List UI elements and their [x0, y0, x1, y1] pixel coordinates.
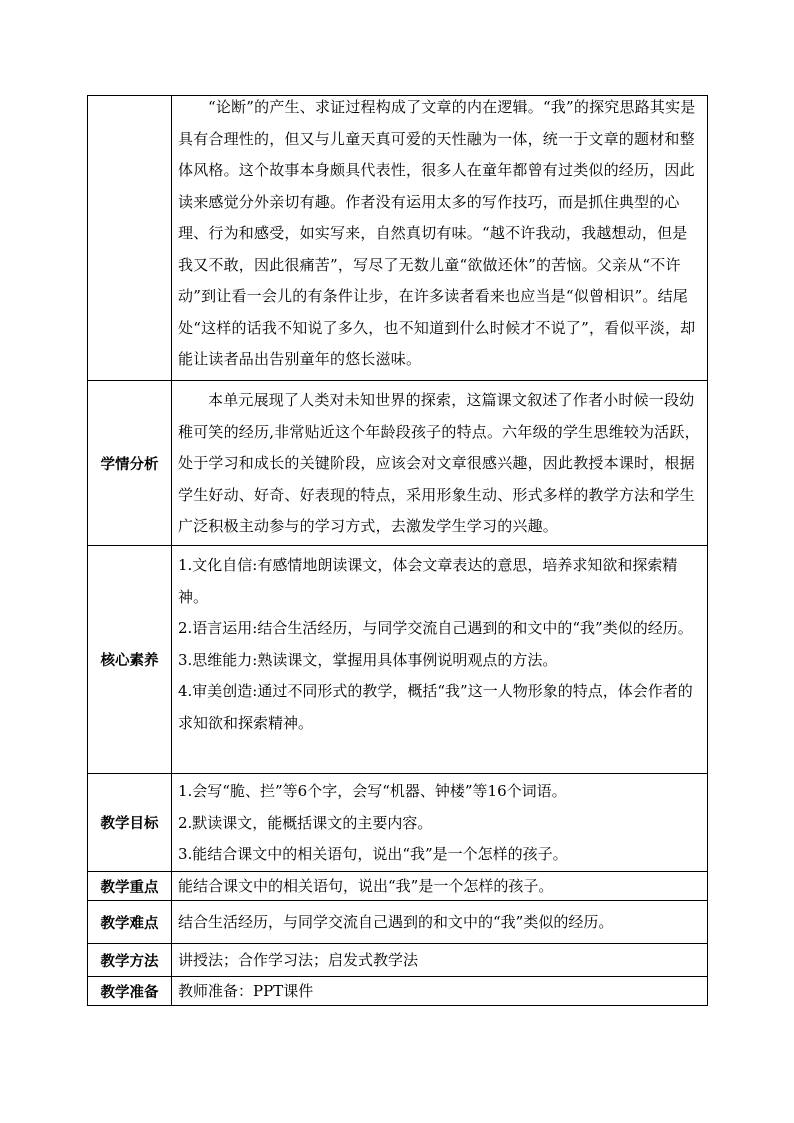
preparation-cell	[172, 977, 708, 1006]
row-student-analysis	[88, 381, 708, 546]
key-points-cell	[172, 872, 708, 901]
core-literacy-item: 4.审美创造:通过不同形式的教学，概括“我”这一人物形象的特点，体会作者的求知欲和探索精神。	[178, 682, 693, 732]
core-literacy-item: 3.思维能力:熟读课文，掌握用具体事例说明观点的方法。	[178, 650, 558, 669]
objectives-label: 教学目标	[88, 774, 172, 872]
difficulties-cell	[172, 901, 708, 944]
difficulties-text: 结合生活经历，与同学交流自己遇到的和文中的“我”类似的经历。	[178, 913, 614, 931]
core-literacy-cell	[172, 546, 708, 774]
row-intro	[88, 96, 708, 381]
intro-paragraph: “论断”的产生、求证过程构成了文章的内在逻辑。“我”的探究思路其实是具有合理性的，但又与儿童天真可爱的天性融为一体，统一于文章的题材和整体风格。这个故事本身颇具代表性，很多人在童年都曾有过类似的经历，因此读来感觉分外亲切有趣。作者没有运用太多的写作技巧，而是抓住典型的心理、行为和感受，如实写来，自然真切有味。“越不许我动，我越想动，但是我又不敢，因此很痛苦”，写尽了无数儿童“欲做还休”的苦恼。父亲从“不许动”到让看一会儿的有条件让步，在许多读者看来也应当是“似曾相识”。结尾处“这样的话我不知说了多久，也不知道到什么时候才不说了”，看似平淡，却能让读者品出告别童年的悠长滋味。	[178, 98, 696, 368]
row-label-empty	[88, 96, 172, 381]
methods-text: 讲授法；合作学习法；启发式教学法	[178, 951, 419, 969]
row-difficulties	[88, 901, 708, 944]
methods-label: 教学方法	[88, 944, 172, 977]
row-key-points	[88, 872, 708, 901]
objectives-cell	[172, 774, 708, 872]
preparation-label: 教学准备	[88, 977, 172, 1006]
objective-item: 1.会写“脆、拦”等6个字，会写“机器、钟楼”等16个词语。	[178, 782, 567, 800]
objective-item: 2.默读课文，能概括课文的主要内容。	[178, 813, 433, 832]
student-analysis-cell	[172, 381, 708, 546]
difficulties-label: 教学难点	[88, 901, 172, 944]
objective-item: 3.能结合课文中的相关语句，说出“我”是一个怎样的孩子。	[178, 845, 568, 863]
row-methods	[88, 944, 708, 977]
key-points-label: 教学重点	[88, 872, 172, 901]
row-preparation	[88, 977, 708, 1006]
methods-cell	[172, 944, 708, 977]
student-analysis-label: 学情分析	[88, 381, 172, 546]
row-core-literacy	[88, 546, 708, 774]
row-objectives	[88, 774, 708, 872]
preparation-text: 教师准备：PPT课件	[178, 982, 314, 1000]
intro-cell	[172, 96, 708, 381]
core-literacy-item: 2.语言运用:结合生活经历，与同学交流自己遇到的和文中的“我”类似的经历。	[178, 619, 693, 637]
core-literacy-label: 核心素养	[88, 546, 172, 774]
student-analysis-paragraph: 本单元展现了人类对未知世界的探索，这篇课文叙述了作者小时候一段幼稚可笑的经历,非常贴近这个年龄段孩子的特点。六年级的学生思维较为活跃，处于学习和成长的关键阶段，应该会对文章很感兴趣，因此教授本课时，根据学生好动、好奇、好表现的特点，采用形象生动、形式多样的教学方法和学生广泛积极主动参与的学习方式，去激发学生学习的兴趣。	[178, 391, 700, 535]
core-literacy-item: 1.文化自信:有感情地朗读课文，体会文章表达的意思，培养求知欲和探索精神。	[178, 556, 678, 606]
key-points-text: 能结合课文中的相关语句，说出“我”是一个怎样的孩子。	[178, 877, 554, 895]
lesson-plan-table	[87, 95, 708, 1006]
